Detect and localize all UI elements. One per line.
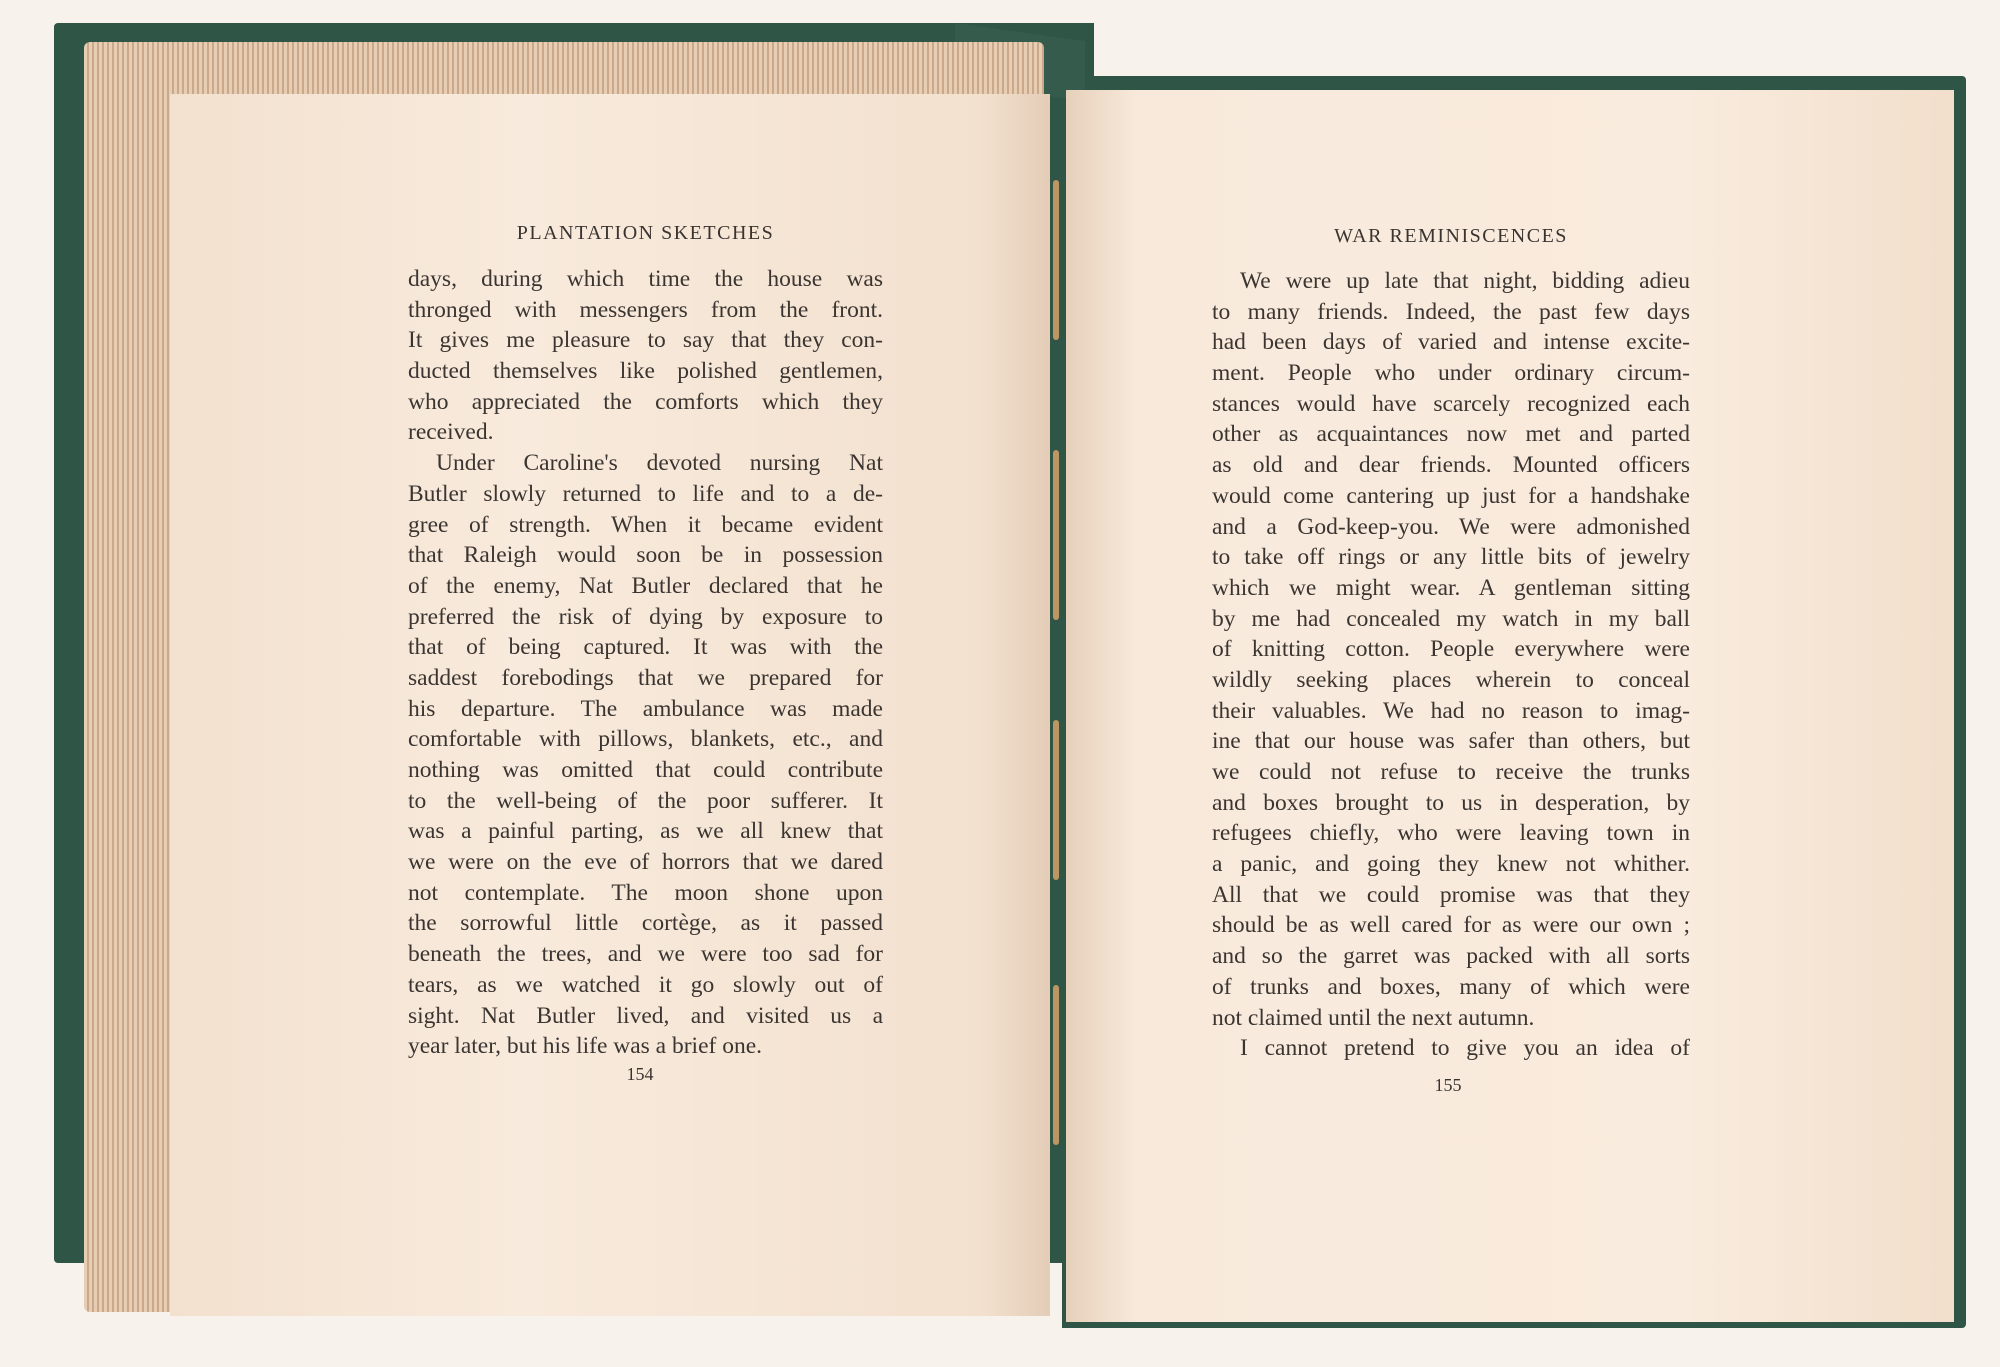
text-line: days, during which time the house was xyxy=(408,266,883,292)
text-line: and a God-keep-you. We were admonished xyxy=(1212,513,1690,540)
text-line: gree of strength. When it became evident xyxy=(408,511,883,538)
text-line: we could not refuse to receive the trunks xyxy=(1212,759,1690,785)
text-line: would come cantering up just for a handshake xyxy=(1212,482,1690,509)
text-line: to many friends. Indeed, the past few days xyxy=(1212,298,1690,325)
binding-thread xyxy=(1053,720,1059,880)
text-line: as old and dear friends. Mounted officers xyxy=(1212,452,1690,479)
text-line: of the enemy, Nat Butler declared that he xyxy=(408,572,883,599)
text-line: ducted themselves like polished gentlemen, xyxy=(408,358,883,385)
right-page-text xyxy=(1212,266,1690,1064)
text-line: beneath the trees, and we were too sad for xyxy=(408,941,883,968)
text-line: received. xyxy=(408,419,494,446)
text-line: by me had concealed my watch in my ball xyxy=(1212,605,1690,632)
text-line: should be as well cared for as were our own ; xyxy=(1212,912,1690,939)
page-number-right: 155 xyxy=(1434,1075,1462,1095)
text-line: that of being captured. It was with the xyxy=(408,634,883,661)
text-line: was a painful parting, as we all knew that xyxy=(408,818,883,845)
text-line: saddest forebodings that we prepared for xyxy=(408,664,883,691)
text-line: of trunks and boxes, many of which were xyxy=(1212,973,1690,1000)
text-line: their valuables. We had no reason to imag- xyxy=(1212,697,1690,724)
text-line: and so the garret was packed with all sorts xyxy=(1212,943,1690,970)
text-line: refugees chiefly, who were leaving town in xyxy=(1212,820,1690,847)
text-line: who appreciated the comforts which they xyxy=(408,388,883,415)
text-line: year later, but his life was a brief one. xyxy=(408,1033,763,1060)
text-line: the sorrowful little cortège, as it passed xyxy=(408,910,883,937)
text-line: ine that our house was safer than others, but xyxy=(1212,728,1690,755)
binding-thread xyxy=(1053,180,1059,340)
text-line: I cannot pretend to give you an idea of xyxy=(1240,1035,1690,1062)
text-line: We were up late that night, bidding adieu xyxy=(1240,268,1690,294)
text-line: other as acquaintances now met and parted xyxy=(1212,421,1690,448)
text-line: of knitting cotton. People everywhere were xyxy=(1212,636,1690,663)
text-line: preferred the risk of dying by exposure to xyxy=(408,603,883,630)
text-line: Under Caroline's devoted nursing Nat xyxy=(436,450,883,477)
text-line: Butler slowly returned to life and to a de- xyxy=(408,480,883,507)
text-line: a panic, and going they knew not whither. xyxy=(1212,851,1690,878)
text-line: thronged with messengers from the front. xyxy=(408,296,883,323)
text-line: and boxes brought to us in desperation, by xyxy=(1212,789,1690,816)
text-line: that Raleigh would soon be in possession xyxy=(408,542,883,569)
text-line: wildly seeking places wherein to conceal xyxy=(1212,666,1690,693)
page-number-left: 154 xyxy=(626,1064,654,1084)
text-line: stances would have scarcely recognized each xyxy=(1212,390,1690,417)
text-line: not contemplate. The moon shone upon xyxy=(408,879,883,906)
text-line: tears, as we watched it go slowly out of xyxy=(408,971,883,998)
left-page-text xyxy=(408,264,883,1062)
text-line: which we might wear. A gentleman sitting xyxy=(1212,574,1690,601)
running-head-left: PLANTATION SKETCHES xyxy=(516,222,775,244)
text-line: to take off rings or any little bits of jewelry xyxy=(1212,544,1690,571)
binding-thread xyxy=(1053,985,1059,1145)
text-line: we were on the eve of horrors that we dared xyxy=(408,849,883,876)
binding-thread xyxy=(1053,450,1059,620)
text-line: not claimed until the next autumn. xyxy=(1212,1004,1535,1031)
text-line: to the well-being of the poor sufferer. It xyxy=(408,787,883,814)
text-line: had been days of varied and intense excite- xyxy=(1212,329,1690,356)
text-line: sight. Nat Butler lived, and visited us a xyxy=(408,1002,883,1029)
text-line: ment. People who under ordinary circum- xyxy=(1212,360,1690,387)
text-line: nothing was omitted that could contribute xyxy=(408,757,883,783)
running-head-right: WAR REMINISCENCES xyxy=(1334,225,1568,247)
text-line: All that we could promise was that they xyxy=(1212,881,1690,908)
text-line: comfortable with pillows, blankets, etc., and xyxy=(408,726,883,753)
text-line: his departure. The ambulance was made xyxy=(408,695,883,722)
text-line: It gives me pleasure to say that they con- xyxy=(408,327,883,354)
